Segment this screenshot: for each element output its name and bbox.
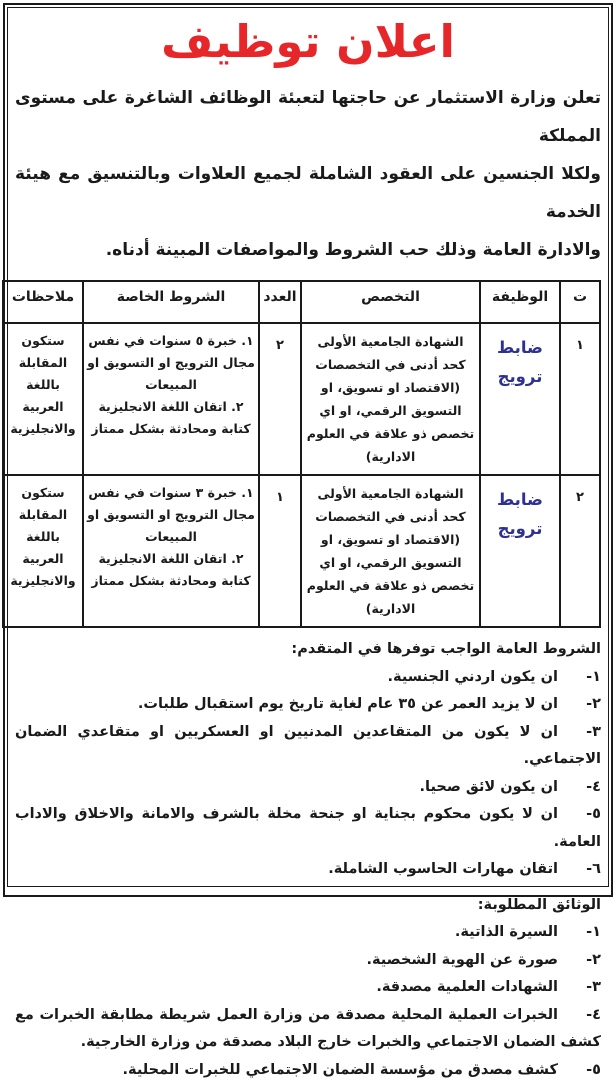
cell-count: ٢	[259, 323, 301, 475]
intro-line-3: والادارة العامة وذلك حب الشروط والمواصفات المبينة أدناه.	[15, 231, 601, 269]
cell-specialization: الشهادة الجامعية الأولى كحد أدنى في التخصصات (الاقتصاد او تسويق، او التسويق الرقمي، او اي تخصص ذو علاقة في العلوم الادارية)	[301, 323, 480, 475]
item-text: ان لا يزيد العمر عن ٣٥ عام لغاية تاريخ يوم استقبال طلبات.	[138, 696, 558, 712]
item-number: ٥-	[585, 801, 601, 829]
documents-heading: الوثائق المطلوبة:	[15, 892, 601, 920]
item-text: ان لا يكون محكوم بجناية او جنحة مخلة بالشرف والامانة والاخلاق والاداب العامة.	[15, 806, 601, 850]
cell-special-conditions	[83, 323, 259, 475]
cell-row-number: ١	[560, 323, 600, 475]
cell-count: ١	[259, 475, 301, 627]
item-number: ٥-	[585, 1057, 601, 1084]
item-text: الخبرات العملية المحلية مصدقة من وزارة العمل شريطة مطابقة الخبرات مع كشف الضمان الاجتماعي والخبرات خارج البلاد مصدقة من وزارة الخارجية.	[15, 1007, 601, 1051]
documents-section	[15, 892, 601, 1084]
page-title: اعلان توظيف	[15, 14, 601, 70]
col-header-count: العدد	[259, 281, 301, 323]
item-number: ٢-	[585, 947, 601, 975]
cell-notes: ستكون المقابلة باللغة العربية والانجليزية	[3, 475, 83, 627]
document-item	[15, 1002, 601, 1057]
item-text: الشهادات العلمية مصدقة.	[376, 979, 558, 995]
item-text: ان يكون لائق صحيا.	[420, 779, 558, 795]
item-number: ٦-	[585, 856, 601, 884]
item-text: صورة عن الهوية الشخصية.	[366, 952, 558, 968]
general-condition-item	[15, 664, 601, 692]
general-condition-item	[15, 801, 601, 856]
col-header-special-conditions: الشروط الخاصة	[83, 281, 259, 323]
cell-special-conditions	[83, 475, 259, 627]
intro-line-1: تعلن وزارة الاستثمار عن حاجتها لتعبئة الوظائف الشاغرة على مستوى المملكة	[15, 79, 601, 155]
cell-notes: ستكون المقابلة باللغة العربية والانجليزية	[3, 323, 83, 475]
general-condition-item	[15, 856, 601, 884]
condition-line-1: ١. خبرة ٥ سنوات في نفس مجال الترويج او التسويق او المبيعات	[87, 330, 255, 396]
item-number: ٢-	[585, 691, 601, 719]
document-item	[15, 947, 601, 975]
document-item	[15, 974, 601, 1002]
general-conditions-section	[15, 636, 601, 884]
item-number: ١-	[585, 664, 601, 692]
col-header-index: ت	[560, 281, 600, 323]
cell-job-title: ضابط ترويج	[480, 475, 560, 627]
page-outer-border	[3, 3, 613, 897]
table-header-row	[3, 281, 600, 323]
condition-line-1: ١. خبرة ٣ سنوات في نفس مجال الترويج او التسويق او المبيعات	[87, 482, 255, 548]
item-text: ان لا يكون من المتقاعدين المدنيين او العسكريين او متقاعدي الضمان الاجتماعي.	[15, 724, 601, 768]
jobs-table	[2, 280, 601, 628]
table-row	[3, 323, 600, 475]
table-row	[3, 475, 600, 627]
col-header-notes: ملاحظات	[3, 281, 83, 323]
document-item	[15, 919, 601, 947]
general-conditions-heading: الشروط العامة الواجب توفرها في المتقدم:	[15, 636, 601, 664]
document-item	[15, 1057, 601, 1084]
col-header-job: الوظيفة	[480, 281, 560, 323]
intro-line-2: ولكلا الجنسين على العقود الشاملة لجميع العلاوات وبالتنسيق مع هيئة الخدمة	[15, 155, 601, 231]
condition-line-2: ٢. اتقان اللغة الانجليزية كتابة ومحادثة بشكل ممتاز	[87, 396, 255, 440]
cell-job-title: ضابط ترويج	[480, 323, 560, 475]
item-text: اتقان مهارات الحاسوب الشاملة.	[328, 861, 558, 877]
cell-specialization: الشهادة الجامعية الأولى كحد أدنى في التخصصات (الاقتصاد او تسويق، او التسويق الرقمي، او اي تخصص ذو علاقة في العلوم الادارية)	[301, 475, 480, 627]
cell-row-number: ٢	[560, 475, 600, 627]
item-text: السيرة الذاتية.	[455, 924, 558, 940]
general-condition-item	[15, 719, 601, 774]
item-number: ٤-	[585, 774, 601, 802]
item-number: ٤-	[585, 1002, 601, 1030]
page-inner-border	[7, 7, 609, 887]
item-number: ٣-	[585, 719, 601, 747]
item-text: كشف مصدق من مؤسسة الضمان الاجتماعي للخبرات المحلية.	[123, 1062, 558, 1078]
item-number: ١-	[585, 919, 601, 947]
item-number: ٣-	[585, 974, 601, 1002]
general-condition-item	[15, 691, 601, 719]
item-text: ان يكون اردني الجنسية.	[388, 669, 558, 685]
condition-line-2: ٢. اتقان اللغة الانجليزية كتابة ومحادثة بشكل ممتاز	[87, 548, 255, 592]
col-header-specialization: التخصص	[301, 281, 480, 323]
general-condition-item	[15, 774, 601, 802]
intro-paragraph	[15, 79, 601, 269]
